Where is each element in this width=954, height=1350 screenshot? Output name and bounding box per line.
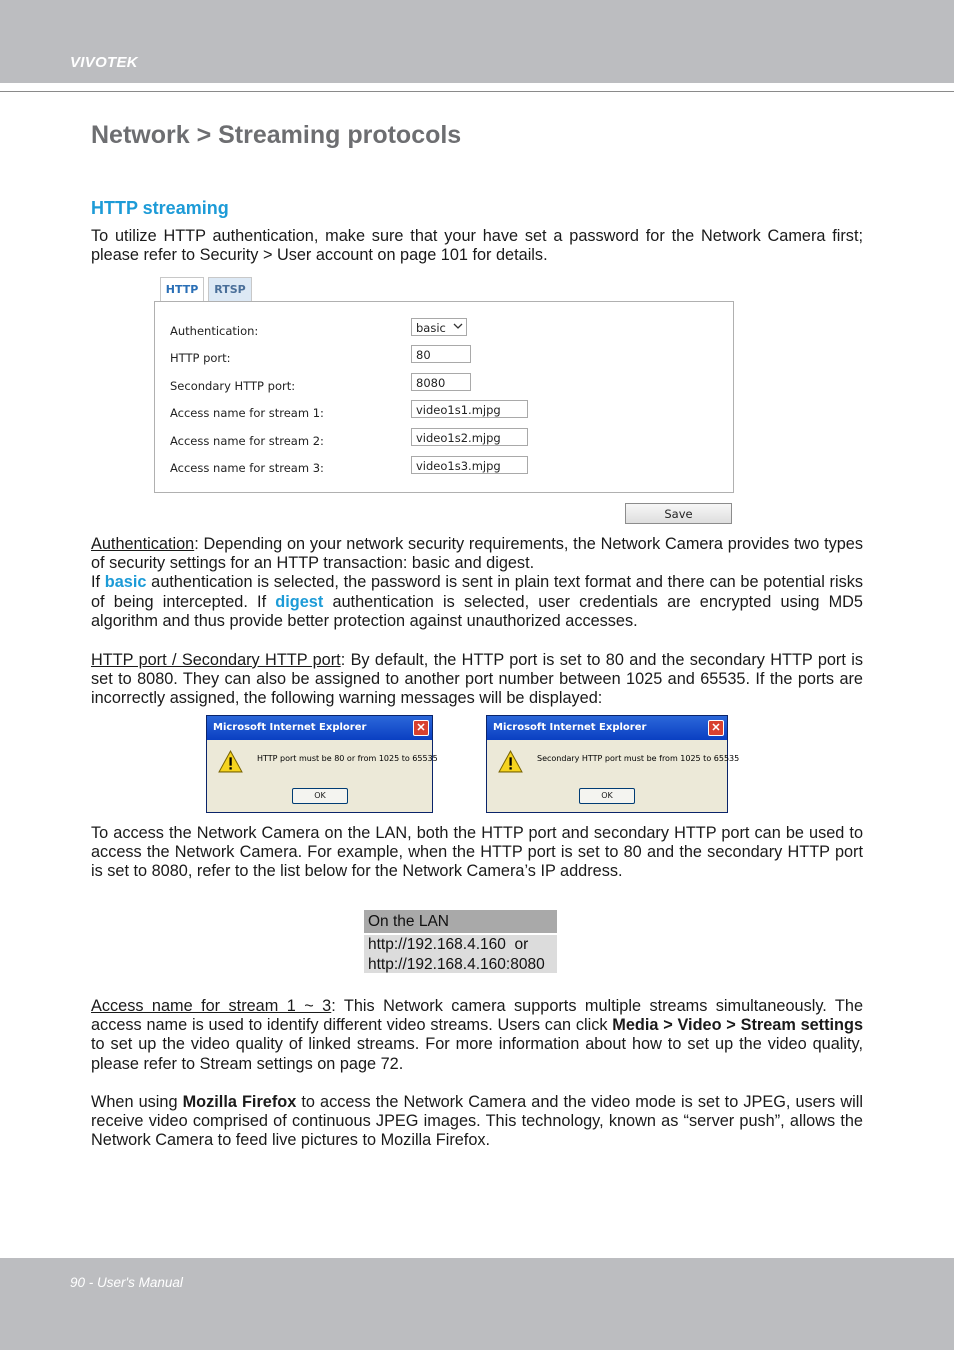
save-button[interactable]: Save — [625, 503, 732, 524]
media-path: Media > Video > Stream settings — [612, 1016, 863, 1035]
warning-icon — [498, 749, 523, 774]
http-settings-panel — [154, 301, 734, 493]
stream-access-text-2: to set up the video quality of linked streams. For more information about how to set up the video quality, please refer to Stream settings on page 72. — [91, 1035, 863, 1073]
authentication-paragraph — [91, 535, 863, 631]
close-icon[interactable]: ✕ — [413, 720, 429, 736]
dialog-title: Microsoft Internet Explorer — [487, 716, 727, 740]
intro-paragraph: To utilize HTTP authentication, make sure that your have set a password for the Network Camera first; please refer to Security > User account on page 101 for details. — [91, 227, 863, 265]
http-port-term: HTTP port / Secondary HTTP port — [91, 651, 341, 669]
http-port-input[interactable]: 80 — [411, 345, 471, 363]
lan-url-row-2: http://192.168.4.160:8080 — [368, 956, 545, 973]
http-port-paragraph — [91, 651, 863, 709]
secondary-http-port-label: Secondary HTTP port: — [170, 379, 296, 393]
stream-access-term: Access name for stream 1 ~ 3 — [91, 997, 332, 1015]
stream3-access-label: Access name for stream 3: — [170, 461, 324, 475]
dialog-message: Secondary HTTP port must be from 1025 to 65535 — [537, 754, 740, 763]
digest-keyword: digest — [275, 592, 324, 611]
dialog-title: Microsoft Internet Explorer — [207, 716, 432, 740]
authentication-text: : Depending on your network security requirements, the Network Camera provides two types of security settings for an HTTP transaction: basic and digest. — [91, 535, 863, 573]
ok-button[interactable]: OK — [292, 788, 348, 804]
authentication-term: Authentication — [91, 535, 195, 553]
stream2-access-input[interactable]: video1s2.mjpg — [411, 428, 528, 446]
http-port-label: HTTP port: — [170, 351, 231, 365]
stream-access-paragraph — [91, 997, 863, 1074]
secondary-http-port-input[interactable]: 8080 — [411, 373, 471, 391]
close-icon[interactable]: ✕ — [708, 720, 724, 736]
firefox-term: Mozilla Firefox — [182, 1093, 297, 1111]
http-port-text: : By default, the HTTP port is set to 80 and the secondary HTTP port is set to 8080. They can also be assigned to another port number between 1025 and 65535. If the ports are incorrectly assigned, the following warning messages will be displayed: — [91, 651, 863, 708]
basic-text: authentication is selected, the password is sent in plain text format and there can be potential risks of being intercepted. If — [91, 573, 864, 611]
header-bar — [0, 0, 954, 83]
digest-text: authentication is selected, user credentials are encrypted using MD5 algorithm and thus provide better protection against unauthorized accesses. — [91, 592, 863, 630]
authentication-select[interactable] — [411, 318, 467, 336]
lan-url-row-1: http://192.168.4.160 or — [368, 936, 529, 953]
firefox-paragraph — [91, 1093, 863, 1151]
section-title: HTTP streaming — [91, 198, 229, 218]
http-port-warning-dialog — [206, 715, 438, 813]
lan-paragraph: To access the Network Camera on the LAN, both the HTTP port and secondary HTTP port can be used to access the Network Camera. For example, when the HTTP port is set to 80 and the secondary HTTP port is set to 8080, refer to the list below for the Network Camera’s IP address. — [91, 824, 863, 881]
authentication-value: basic — [416, 321, 446, 335]
stream1-access-input[interactable]: video1s1.mjpg — [411, 400, 528, 418]
basic-keyword: basic — [104, 573, 147, 592]
brand-logo: VIVOTEK — [70, 54, 138, 71]
ok-button[interactable]: OK — [579, 788, 635, 804]
if-text: If — [91, 573, 105, 592]
lan-table-header: On the LAN — [364, 910, 557, 933]
chevron-down-icon — [453, 321, 463, 331]
authentication-label: Authentication: — [170, 324, 259, 338]
stream2-access-label: Access name for stream 2: — [170, 434, 324, 448]
secondary-port-warning-dialog — [486, 715, 740, 813]
firefox-text: When using — [91, 1093, 183, 1111]
page-number: 90 - User's Manual — [70, 1275, 183, 1290]
warning-icon — [218, 749, 243, 774]
firefox-text-2: to access the Network Camera and the video mode is set to JPEG, users will receive video comprised of continuous JPEG images. This technology, known as “server push”, allows the Network Camera to feed live pictures to Mozilla Firefox. — [91, 1093, 863, 1150]
stream1-access-label: Access name for stream 1: — [170, 406, 324, 420]
footer-bar — [0, 1258, 954, 1350]
tab-http[interactable]: HTTP — [160, 277, 204, 301]
dialog-message: HTTP port must be 80 or from 1025 to 65535 — [257, 754, 438, 763]
tab-rtsp[interactable]: RTSP — [208, 277, 252, 301]
lan-table-body — [364, 935, 557, 973]
stream3-access-input[interactable]: video1s3.mjpg — [411, 456, 528, 474]
stream-access-text: : This Network camera supports multiple streams simultaneously. The access name is used to identify different video streams. Users can click — [91, 997, 863, 1035]
header-divider — [0, 91, 954, 92]
page-title: Network > Streaming protocols — [91, 121, 462, 149]
